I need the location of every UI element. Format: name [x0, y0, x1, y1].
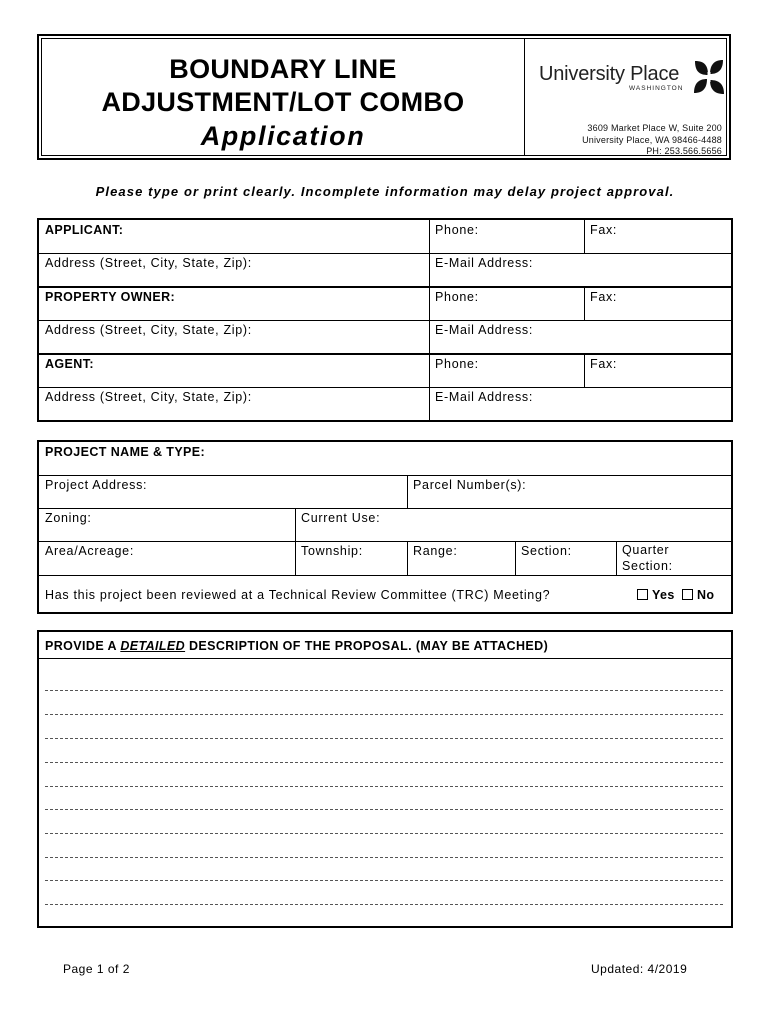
city-contact-block	[582, 123, 722, 158]
writing-line[interactable]	[45, 857, 723, 858]
writing-line[interactable]	[45, 762, 723, 763]
agent-email-field[interactable]: E-Mail Address:	[435, 390, 534, 404]
owner-email-field[interactable]: E-Mail Address:	[435, 323, 534, 337]
description-section	[37, 630, 733, 928]
form-title-line-2: ADJUSTMENT/LOT COMBO	[101, 87, 465, 117]
description-title-emphasis: DETAILED	[120, 639, 186, 653]
agent-phone-field[interactable]: Phone:	[435, 357, 479, 371]
applicant-address-field[interactable]: Address (Street, City, State, Zip):	[45, 256, 252, 270]
writing-line[interactable]	[45, 833, 723, 834]
writing-line[interactable]	[45, 690, 723, 691]
agent-name-field[interactable]: AGENT:	[45, 357, 94, 371]
owner-name-field[interactable]: PROPERTY OWNER:	[45, 290, 176, 304]
office-phone: PH: 253.566.5656	[646, 146, 722, 156]
quarter-section-field[interactable]	[616, 541, 731, 575]
owner-phone-field[interactable]: Phone:	[435, 290, 479, 304]
area-acreage-field[interactable]: Area/Acreage:	[45, 544, 135, 558]
trc-question: Has this project been reviewed at a Technical Review Committee (TRC) Meeting?	[45, 588, 551, 602]
zoning-field[interactable]: Zoning:	[45, 511, 92, 525]
description-title-pre: PROVIDE A	[45, 639, 121, 653]
contacts-section	[37, 218, 733, 422]
project-section	[37, 440, 733, 614]
row-divider	[39, 658, 731, 659]
current-use-field[interactable]: Current Use:	[301, 511, 381, 525]
form-subtitle: Application	[200, 121, 366, 151]
title-cell	[42, 39, 525, 155]
agent-fax-field[interactable]: Fax:	[590, 357, 618, 371]
quarter-label-line-1: Quarter	[622, 543, 670, 557]
parcel-number-field[interactable]: Parcel Number(s):	[413, 478, 527, 492]
description-title	[39, 636, 731, 658]
project-name-field[interactable]: PROJECT NAME & TYPE:	[45, 445, 206, 459]
logo-cell	[525, 39, 726, 155]
form-title-line-1: BOUNDARY LINE	[169, 54, 397, 84]
quarter-label-line-2: Section:	[622, 559, 673, 573]
applicant-name-field[interactable]: APPLICANT:	[45, 223, 124, 237]
form-header	[37, 34, 731, 160]
applicant-email-field[interactable]: E-Mail Address:	[435, 256, 534, 270]
description-title-post: DESCRIPTION OF THE PROPOSAL. (MAY BE ATTACHED)	[185, 639, 549, 653]
writing-line[interactable]	[45, 714, 723, 715]
logo-name: University Place	[539, 63, 680, 85]
writing-line[interactable]	[45, 809, 723, 810]
address-line-2: University Place, WA 98466-4488	[582, 134, 722, 145]
owner-address-field[interactable]: Address (Street, City, State, Zip):	[45, 323, 252, 337]
yes-label: Yes	[652, 588, 675, 602]
range-field[interactable]: Range:	[413, 544, 458, 558]
applicant-fax-field[interactable]: Fax:	[590, 223, 618, 237]
writing-line[interactable]	[45, 904, 723, 905]
trc-no-option[interactable]	[682, 588, 714, 602]
form-header-frame	[41, 38, 727, 156]
leaf-logo-icon	[691, 57, 727, 97]
page-number: Page 1 of 2	[63, 962, 130, 976]
no-label: No	[697, 588, 715, 602]
trc-yes-option[interactable]	[637, 588, 675, 602]
address-line-1: 3609 Market Place W, Suite 200	[587, 123, 722, 133]
township-field[interactable]: Township:	[301, 544, 363, 558]
agent-address-field[interactable]: Address (Street, City, State, Zip):	[45, 390, 252, 404]
updated-date: Updated: 4/2019	[591, 962, 688, 976]
checkbox-icon[interactable]	[637, 589, 648, 600]
writing-line[interactable]	[45, 738, 723, 739]
owner-fax-field[interactable]: Fax:	[590, 290, 618, 304]
instruction-text: Please type or print clearly. Incomplete information may delay project approval.	[95, 184, 675, 199]
writing-line[interactable]	[45, 786, 723, 787]
section-field[interactable]: Section:	[521, 544, 572, 558]
checkbox-icon[interactable]	[682, 589, 693, 600]
project-address-field[interactable]: Project Address:	[45, 478, 148, 492]
writing-line[interactable]	[45, 880, 723, 881]
logo-subtitle: WASHINGTON	[629, 85, 684, 92]
applicant-phone-field[interactable]: Phone:	[435, 223, 479, 237]
